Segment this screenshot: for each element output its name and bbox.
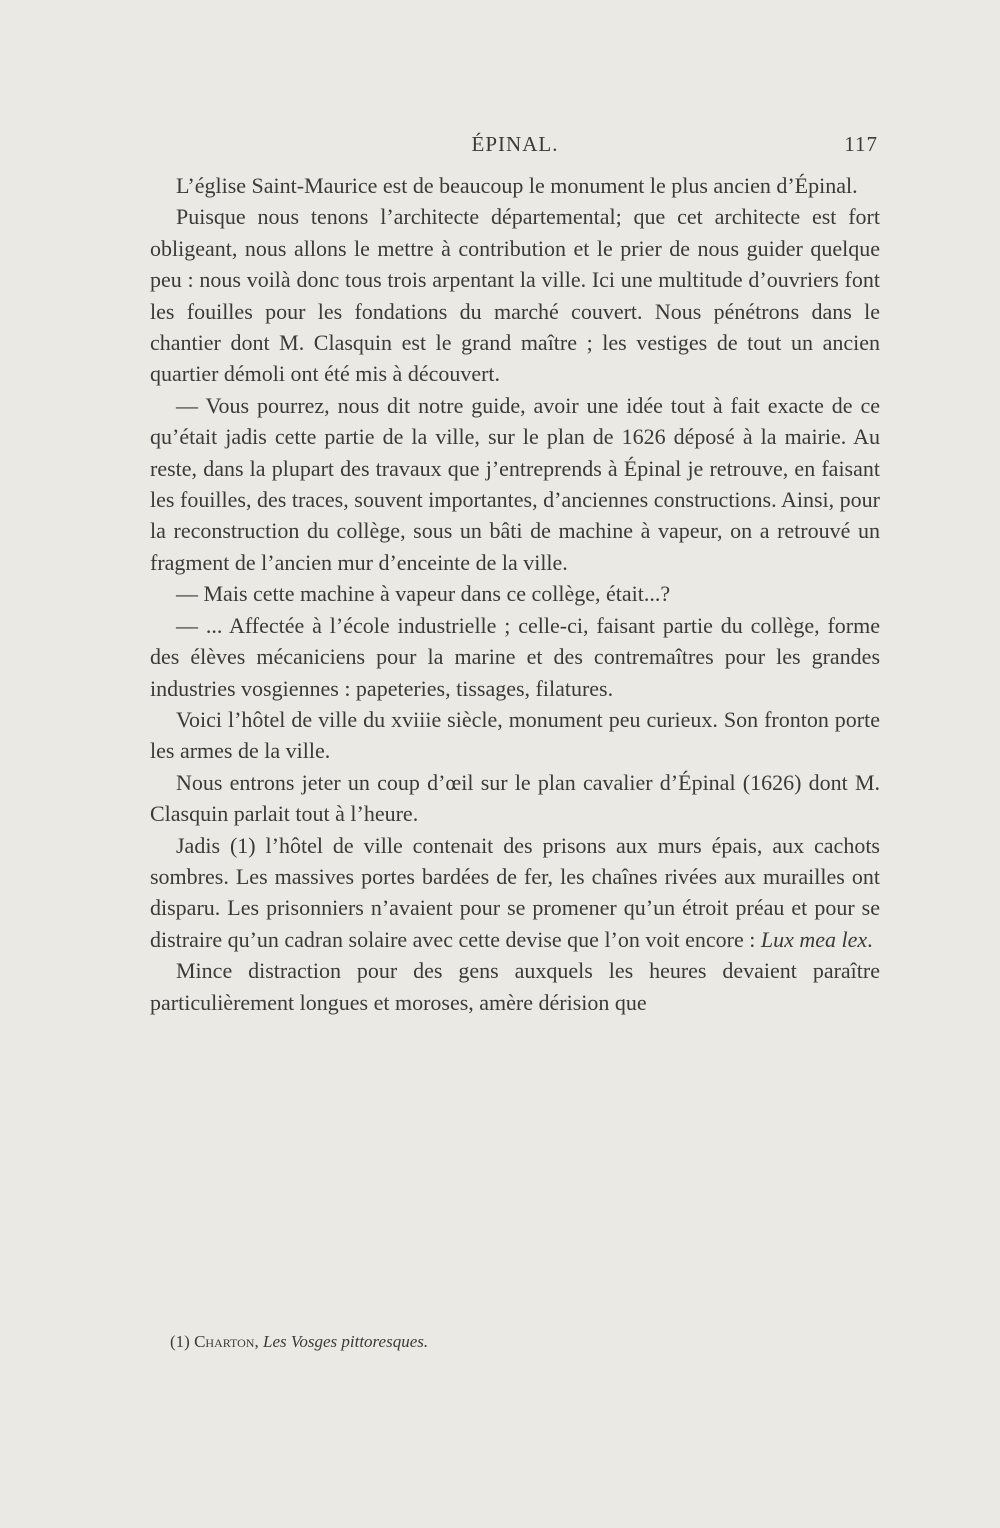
running-head: ÉPINAL.	[471, 132, 559, 156]
paragraph-2: Puisque nous tenons l’architecte départemental; que cet architecte est fort obligeant, nous allons le mettre à contribution et le prier de nous guider quelque peu : nous voilà donc tous trois arpentant la ville. Ici une multitude d’ouvriers font les fouilles pour les fondations du marché couvert. Nous pénétrons dans le chantier dont M. Clasquin est le grand maître ; les vestiges de tout un ancien quartier démoli ont été mis à découvert.	[150, 204, 880, 387]
footnote-marker: (1)	[170, 1332, 190, 1351]
paragraph-4: — Mais cette machine à vapeur dans ce collège, était...?	[176, 581, 671, 607]
footnote-title: Les Vosges pittoresques.	[262, 1332, 429, 1351]
paragraph-8-end: .	[867, 926, 873, 952]
page-header	[150, 132, 880, 162]
footnote	[170, 1330, 870, 1354]
paragraph-1: L’église Saint-Maurice est de beaucoup le monument le plus ancien d’Épinal.	[176, 173, 858, 198]
paragraph-6: Voici l’hôtel de ville du xviiie siècle, monument peu curieux. Son fronton porte les armes de la ville.	[150, 706, 880, 764]
paragraph-7: Nous entrons jeter un coup d’œil sur le plan cavalier d’Épinal (1626) dont M. Clasquin parlait tout à l’heure.	[150, 769, 880, 827]
paragraph-8	[150, 830, 880, 956]
paragraph-8-text: Jadis (1) l’hôtel de ville contenait des prisons aux murs épais, aux cachots sombres. Les massives portes bardées de fer, les chaînes rivées aux murailles ont disparu. Les prisonniers n’avaient pour se promener qu’un étroit préau et pour se distraire qu’un cadran solaire avec cette devise que l’on voit encore :	[150, 832, 880, 952]
paragraph-3: — Vous pourrez, nous dit notre guide, avoir une idée tout à fait exacte de ce qu’était jadis cette partie de la ville, sur le plan de 1626 déposé à la mairie. Au reste, dans la plupart des travaux que j’entreprends à Épinal je retrouve, en faisant les fouilles, des traces, souvent importantes, d’anciennes constructions. Ainsi, pour la reconstruction du collège, sous un bâti de machine à vapeur, on a retrouvé un fragment de l’ancien mur d’enceinte de la ville.	[150, 392, 880, 575]
footnote-separator: ,	[254, 1332, 263, 1351]
motto: Lux mea lex	[760, 926, 868, 952]
paragraph-9: Mince distraction pour des gens auxquels les heures devaient paraître particulièrement longues et moroses, amère dérision que	[150, 958, 880, 1015]
footnote-author: Charton	[194, 1332, 255, 1351]
body-text	[150, 170, 880, 1018]
paragraph-5: — ... Affectée à l’école industrielle ; celle-ci, faisant partie du collège, forme des élèves mécaniciens pour la marine et des contremaîtres pour les grandes industries vosgiennes : papeteries, tissages, filatures.	[150, 612, 880, 701]
page-number: 117	[844, 132, 878, 156]
